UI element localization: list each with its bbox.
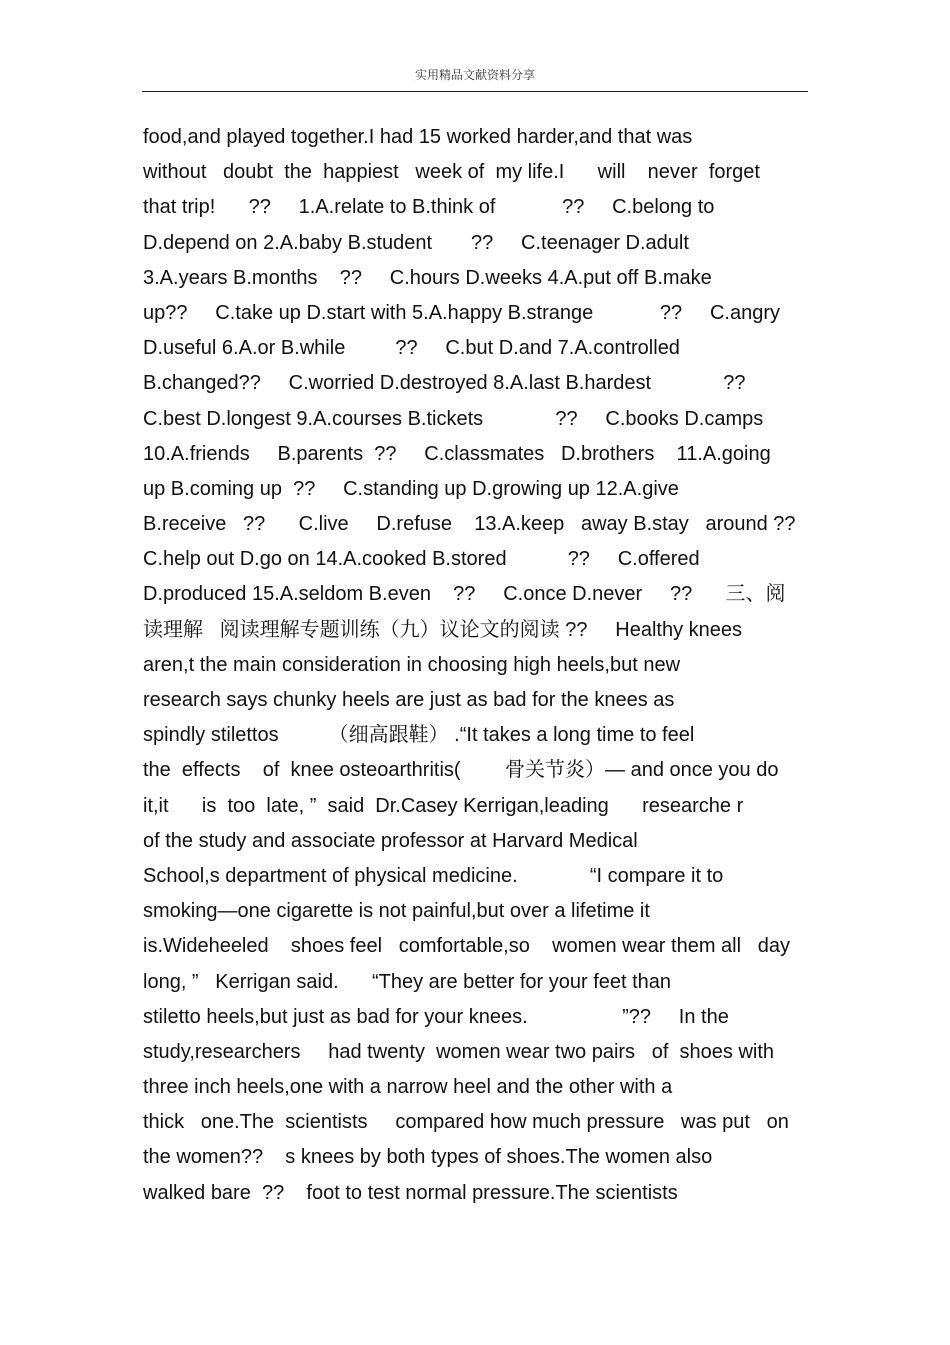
text-line: research says chunky heels are just as bad for the knees as [143, 689, 675, 711]
text-line: aren,t the main consideration in choosing high heels,but new [143, 653, 681, 676]
text-line: it,it is too late, ” said Dr.Casey Kerrigan,leading researche r [143, 794, 744, 817]
text-line: D.produced 15.A.seldom B.even ?? C.once D.never ?? 三、阅 [143, 583, 786, 606]
header-divider [142, 91, 808, 92]
text-line: School,s department of physical medicine. “I compare it to [143, 864, 724, 887]
text-line: food,and played together.I had 15 worked harder,and that was [143, 126, 693, 148]
text-line: spindly stilettos （细高跟鞋） .“It takes a long time to feel [143, 724, 695, 747]
text-line: B.changed?? C.worried D.destroyed 8.A.last B.hardest ?? [143, 372, 746, 395]
text-line: long, ” Kerrigan said. “They are better for your feet than [143, 970, 672, 993]
text-line: up B.coming up ?? C.standing up D.growing up 12.A.give [143, 477, 679, 500]
text-line: walked bare ?? foot to test normal pressure.The scientists [143, 1181, 678, 1204]
page-header: 实用精品文献资料分享 [414, 68, 535, 82]
text-line: C.best D.longest 9.A.courses B.tickets ?? C.books D.camps [143, 407, 764, 430]
text-line: that trip! ?? 1.A.relate to B.think of ?? C.belong to [143, 196, 715, 219]
text-line: stiletto heels,but just as bad for your knees. ”?? In the [143, 1005, 729, 1028]
text-line: 读理解 阅读理解专题训练（九）议论文的阅读 ?? Healthy knees [143, 618, 742, 641]
document-body [143, 120, 809, 1211]
text-line: of the study and associate professor at Harvard Medical [143, 829, 638, 852]
text-line: D.depend on 2.A.baby B.student ?? C.teenager D.adult [143, 231, 689, 254]
text-line: up?? C.take up D.start with 5.A.happy B.strange ?? C.angry [143, 301, 780, 324]
text-line: D.useful 6.A.or B.while ?? C.but D.and 7.A.controlled [143, 337, 680, 360]
text-line: 10.A.friends B.parents ?? C.classmates D.brothers 11.A.going [143, 442, 771, 465]
text-line: without doubt the happiest week of my life.I will never forget [143, 161, 760, 184]
text-line: the women?? s knees by both types of shoes.The women also [143, 1146, 713, 1169]
text-line: C.help out D.go on 14.A.cooked B.stored ?? C.offered [143, 548, 700, 571]
text-line: B.receive ?? C.live D.refuse 13.A.keep away B.stay around ?? [143, 513, 796, 536]
text-line: study,researchers had twenty women wear two pairs of shoes with [143, 1040, 775, 1063]
text-line: the effects of knee osteoarthritis( 骨关节炎）— and once you do [143, 759, 779, 782]
text-line: three inch heels,one with a narrow heel and the other with a [143, 1076, 673, 1099]
text-line: 3.A.years B.months ?? C.hours D.weeks 4.A.put off B.make [143, 266, 712, 289]
text-line: smoking—one cigarette is not painful,but over a lifetime it [143, 900, 650, 923]
text-line: thick one.The scientists compared how much pressure was put on [143, 1111, 789, 1134]
text-line: is.Wideheeled shoes feel comfortable,so women wear them all day [143, 935, 790, 958]
